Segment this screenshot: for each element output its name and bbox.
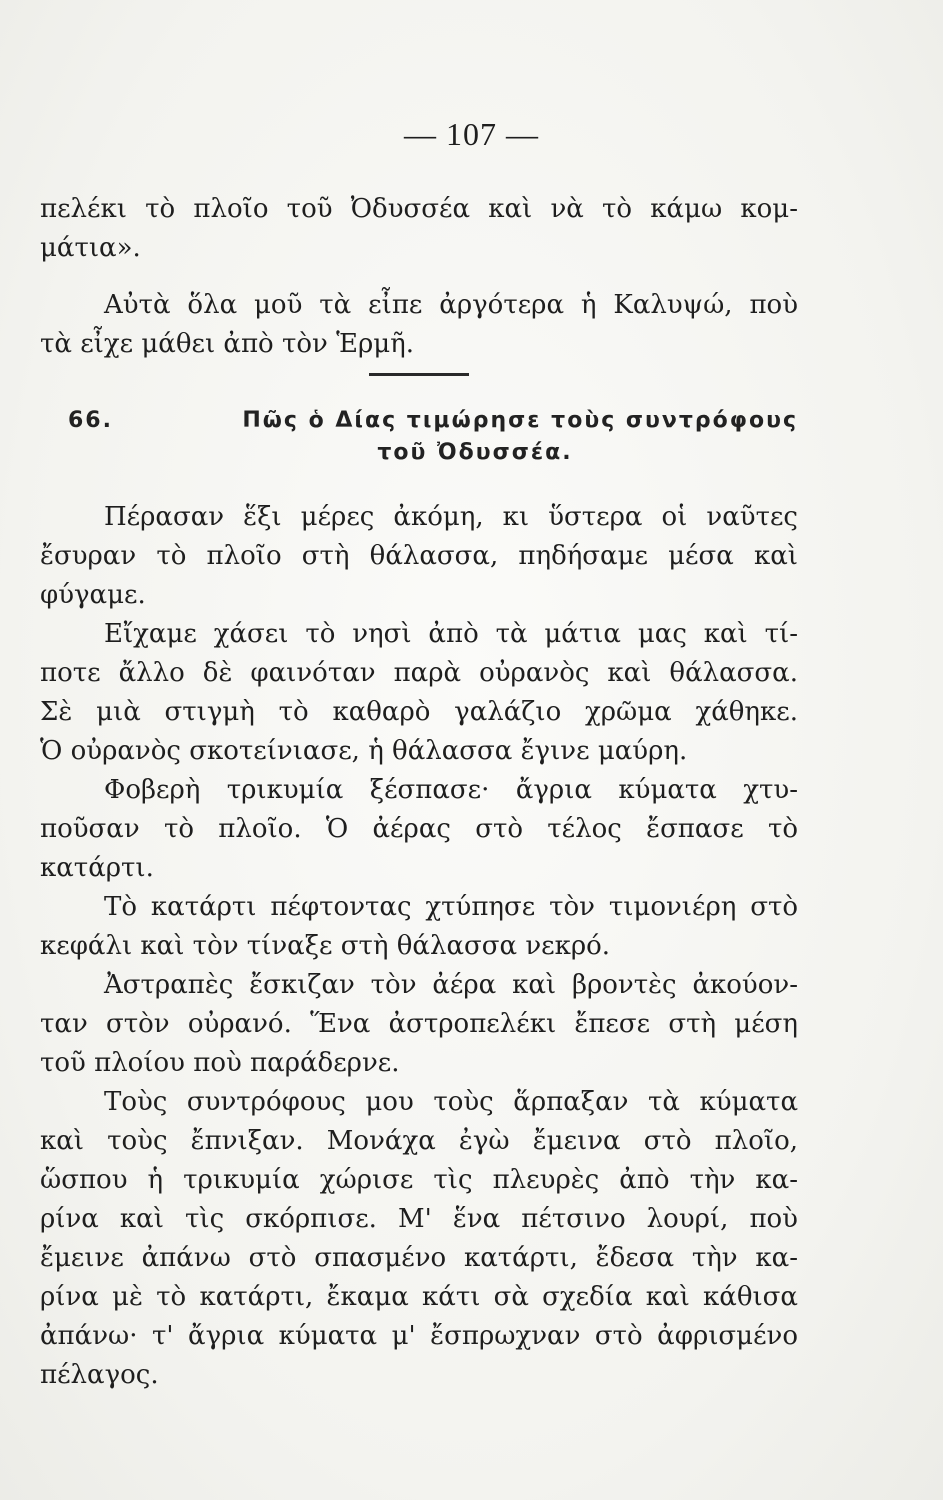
text-line: κατάρτι. <box>40 853 154 883</box>
text-line: ἀπάνω· τ' ἄγρια κύματα μ' ἔσπρωχναν στὸ ἀφρισμένο <box>40 1321 798 1351</box>
text-line: τοῦ πλοίου ποὺ παράδερνε. <box>40 1048 400 1078</box>
text-line: τὰ εἶχε μάθει ἀπὸ τὸν Ἑρμῆ. <box>40 329 414 359</box>
text-line: Ὁ οὐρανὸς σκοτείνιασε, ἡ θάλασσα ἔγινε μαύρη. <box>40 736 688 766</box>
body-text <box>40 498 798 1395</box>
text-line: ἔσυραν τὸ πλοῖο στὴ θάλασσα, πηδήσαμε μέσα καὶ <box>40 541 798 571</box>
text-line: Εἴχαμε χάσει τὸ νησὶ ἀπὸ τὰ μάτια μας καὶ τί- <box>104 619 798 649</box>
page-number: — 107 — <box>404 116 539 152</box>
text-line: ὥσπου ἡ τρικυμία χώρισε τὶς πλευρὲς ἀπὸ τὴν κα- <box>40 1165 798 1195</box>
text-line: ταν στὸν οὐρανό. Ἕνα ἀστροπελέκι ἔπεσε στὴ μέση <box>40 1009 798 1039</box>
text-line: πέλαγος. <box>40 1360 159 1390</box>
text-line: Φοβερὴ τρικυμία ξέσπασε· ἄγρια κύματα χτυ- <box>104 775 798 805</box>
section-title-line1: Πῶς ὁ Δίας τιμώρησε τοὺς συντρόφους <box>242 408 798 433</box>
text-line: πελέκι τὸ πλοῖο τοῦ Ὀδυσσέα καὶ νὰ τὸ κάμω κομ- <box>40 194 798 224</box>
text-line: Τὸ κατάρτι πέφτοντας χτύπησε τὸν τιμονιέρη στὸ <box>104 892 798 922</box>
text-line: Σὲ μιὰ στιγμὴ τὸ καθαρὸ γαλάζιο χρῶμα χάθηκε. <box>40 697 798 727</box>
text-line: Αὐτὰ ὅλα μοῦ τὰ εἶπε ἀργότερα ἡ Καλυψώ, ποὺ <box>104 290 798 320</box>
text-line: ρίνα μὲ τὸ κατάρτι, ἔκαμα κάτι σὰ σχεδία καὶ κάθισα <box>40 1282 798 1312</box>
text-line: Πέρασαν ἕξι μέρες ἀκόμη, κι ὕστερα οἱ ναῦτες <box>104 502 798 532</box>
top-paragraph <box>40 190 798 364</box>
section-title-line2: τοῦ Ὀδυσσέα. <box>377 440 573 465</box>
text-line: κεφάλι καὶ τὸν τίναξε στὴ θάλασσα νεκρό. <box>40 931 611 961</box>
text-line: ρίνα καὶ τὶς σκόρπισε. Μ' ἕνα πέτσινο λουρί, ποὺ <box>40 1204 798 1234</box>
text-line: καὶ τοὺς ἔπνιξαν. Μονάχα ἐγὼ ἔμεινα στὸ πλοῖο, <box>40 1126 798 1156</box>
text-line: ποτε ἄλλο δὲ φαινόταν παρὰ οὐρανὸς καὶ θάλασσα. <box>40 658 798 688</box>
text-line: ποῦσαν τὸ πλοῖο. Ὁ ἀέρας στὸ τέλος ἔσπασε τὸ <box>40 814 798 844</box>
section-number: 66. <box>68 408 113 433</box>
section-divider <box>369 373 469 376</box>
text-line: Τοὺς συντρόφους μου τοὺς ἅρπαξαν τὰ κύματα <box>104 1087 798 1117</box>
section-heading <box>68 408 798 433</box>
text-line: μάτια». <box>40 233 141 263</box>
text-line: ἔμεινε ἀπάνω στὸ σπασμένο κατάρτι, ἔδεσα τὴν κα- <box>40 1243 798 1273</box>
text-line: Ἀστραπὲς ἔσκιζαν τὸν ἀέρα καὶ βροντὲς ἀκούον- <box>104 970 798 1000</box>
text-line: φύγαμε. <box>40 580 146 610</box>
